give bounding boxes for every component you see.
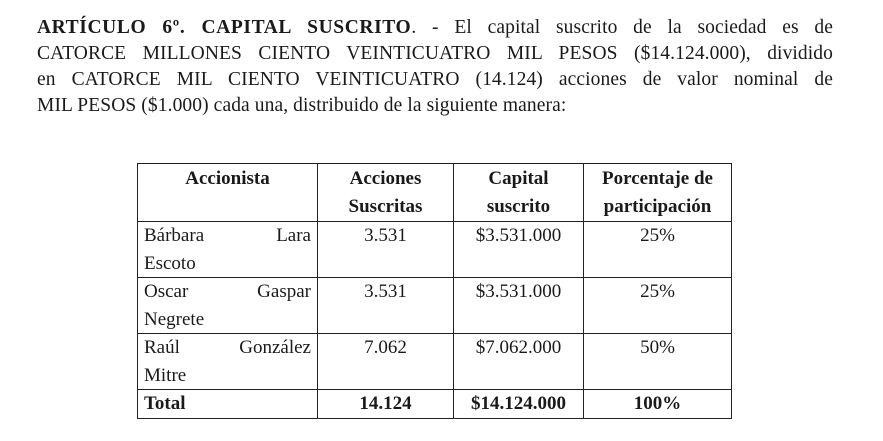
header-porcentaje-line2: participación	[603, 195, 712, 217]
header-acciones-line2: Suscritas	[348, 195, 423, 217]
paragraph-line-2: CATORCE MILLONES CIENTO VEINTICUATRO MIL PESOS ($14.124.000), dividido	[37, 43, 833, 64]
cell-capital: $3.531.000	[454, 278, 584, 334]
cell-accionista	[138, 278, 318, 334]
shareholders-table	[137, 163, 732, 419]
paragraph-text-1: . - El capital suscrito de la sociedad es de	[411, 17, 833, 38]
article-heading: ARTÍCULO 6º. CAPITAL SUSCRITO	[37, 17, 412, 38]
table-row	[138, 278, 732, 334]
table-header-row	[138, 164, 732, 222]
cell-total-label: Total	[138, 390, 318, 419]
header-capital-line1: Capital	[488, 168, 549, 189]
table-row	[138, 222, 732, 278]
paragraph-line-1	[37, 15, 833, 41]
header-accionista	[138, 164, 318, 222]
shareholder-name-line1: Raúl González	[144, 337, 311, 358]
header-accionista-text: Accionista	[185, 168, 270, 189]
cell-total-acciones: 14.124	[318, 390, 454, 419]
header-porcentaje-line1: Porcentaje de	[602, 168, 713, 189]
cell-porcentaje: 25%	[584, 222, 732, 278]
cell-capital: $7.062.000	[454, 334, 584, 390]
cell-total-porcentaje: 100%	[584, 390, 732, 419]
table-total-row	[138, 390, 732, 419]
header-porcentaje	[584, 164, 732, 222]
shareholder-name-line2: Negrete	[144, 308, 205, 330]
table-row	[138, 334, 732, 390]
cell-acciones: 7.062	[318, 334, 454, 390]
header-capital-line2: suscrito	[486, 195, 551, 217]
shareholder-name-line2: Mitre	[144, 364, 187, 386]
header-capital-suscrito	[454, 164, 584, 222]
shareholder-name-line1: Oscar Gaspar	[144, 281, 311, 302]
cell-acciones: 3.531	[318, 278, 454, 334]
header-acciones-suscritas	[318, 164, 454, 222]
paragraph-line-4: MIL PESOS ($1.000) cada una, distribuido de la siguiente manera:	[37, 95, 567, 116]
cell-porcentaje: 50%	[584, 334, 732, 390]
cell-accionista	[138, 222, 318, 278]
cell-acciones: 3.531	[318, 222, 454, 278]
shareholder-name-line2: Escoto	[144, 252, 196, 274]
cell-porcentaje: 25%	[584, 278, 732, 334]
cell-accionista	[138, 334, 318, 390]
article-6-paragraph	[37, 15, 833, 119]
header-acciones-line1: Acciones	[349, 168, 422, 189]
paragraph-line-3: en CATORCE MIL CIENTO VEINTICUATRO (14.124) acciones de valor nominal de	[37, 69, 833, 90]
cell-capital: $3.531.000	[454, 222, 584, 278]
cell-total-capital: $14.124.000	[454, 390, 584, 419]
shareholder-name-line1: Bárbara Lara	[144, 225, 311, 246]
